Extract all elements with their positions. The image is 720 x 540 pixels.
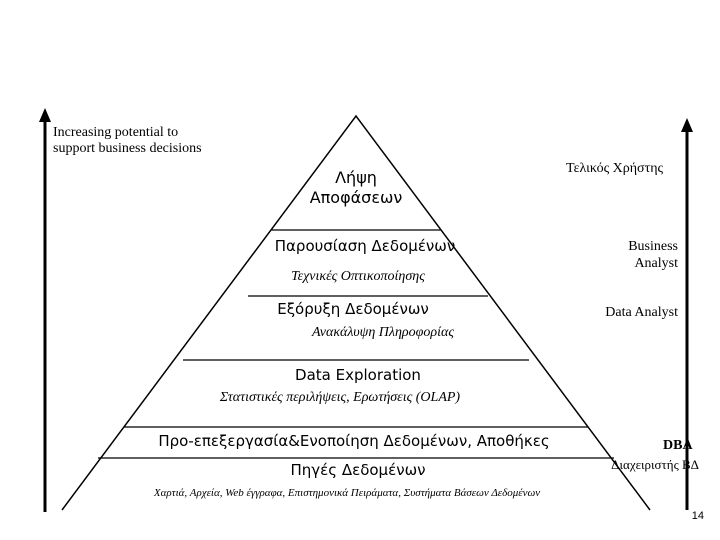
left-note: Increasing potential to support business decisions bbox=[53, 125, 202, 156]
role-dba-greek: Διαχειριστής ΒΔ bbox=[611, 457, 699, 472]
level-2-subtitle: Ανακάλυψη Πληροφορίας bbox=[311, 325, 455, 340]
level-1-subtitle: Τεχνικές Οπτικοποίησης bbox=[291, 269, 425, 284]
level-2-title: Εξόρυξη Δεδομένων bbox=[277, 300, 429, 318]
right-arrow-head bbox=[681, 118, 693, 132]
level-4-title: Προ-επεξεργασία&Ενοποίηση Δεδομένων, Αποθήκες bbox=[158, 432, 550, 450]
level-5-title: Πηγές Δεδομένων bbox=[290, 461, 426, 479]
left-arrow-head bbox=[39, 108, 51, 122]
level-5-subtitle: Χαρτιά, Αρχεία, Web έγγραφα, Επιστημονικά Πειράματα, Συστήματα Βάσεων Δεδομένων bbox=[153, 487, 541, 499]
level-3-title: Data Exploration bbox=[295, 366, 421, 384]
apex-label: Λήψη Αποφάσεων bbox=[309, 168, 403, 207]
role-business-analyst: Business Analyst bbox=[628, 239, 678, 271]
level-1-title: Παρουσίαση Δεδομένων bbox=[274, 237, 456, 255]
role-end-user: Τελικός Χρήστης bbox=[566, 161, 664, 176]
level-3-subtitle: Στατιστικές περιλήψεις, Ερωτήσεις (OLAP) bbox=[219, 390, 461, 405]
role-data-analyst: Data Analyst bbox=[605, 305, 678, 320]
page-number: 14 bbox=[691, 510, 704, 522]
role-dba: DBA bbox=[663, 438, 693, 453]
